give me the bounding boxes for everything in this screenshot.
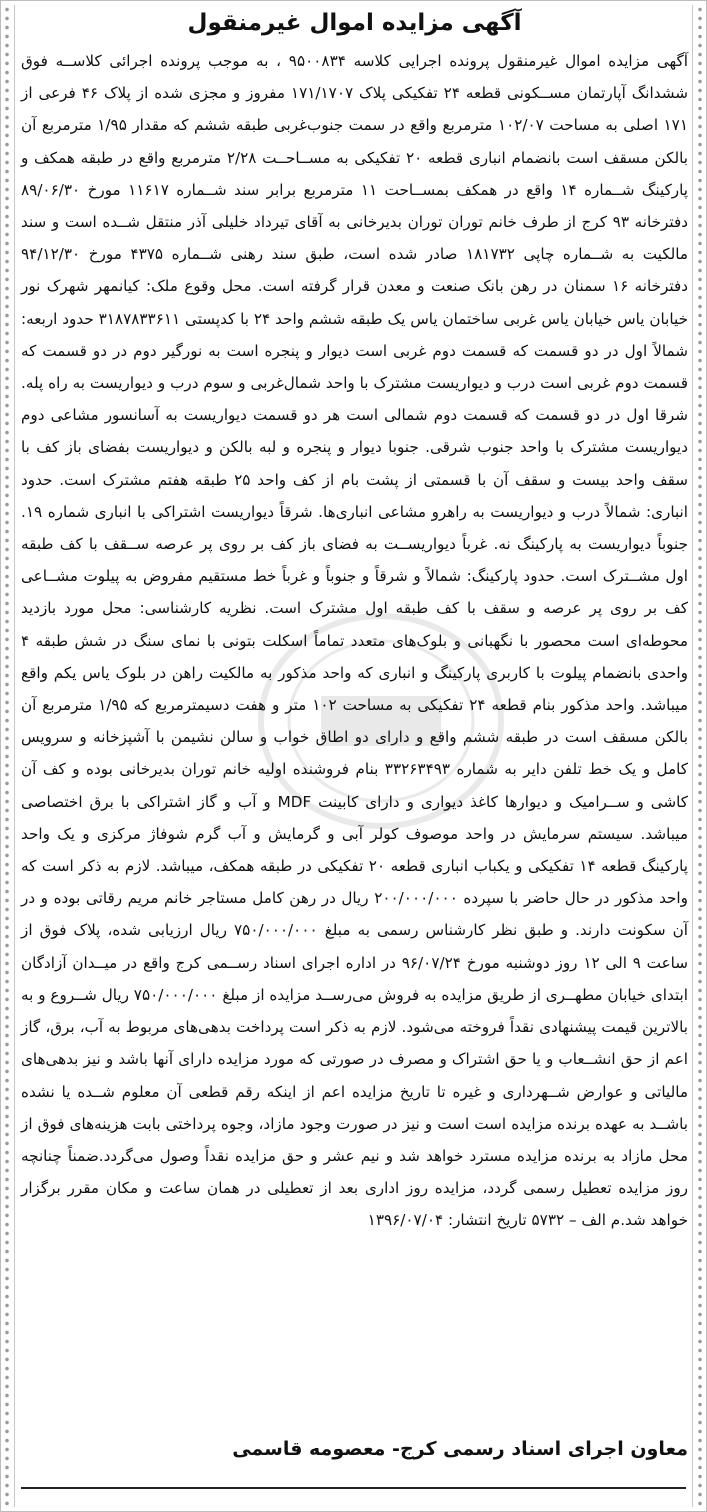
auction-notice: [21, 5, 688, 1237]
bottom-divider: [21, 1487, 686, 1489]
notice-signature: معاون اجرای اسناد رسمی کرج- معصومه قاسمی: [232, 1438, 688, 1460]
border-line-left: [14, 5, 15, 1507]
notice-body: آگهی مزایده اموال غیرمنقول پرونده اجرایی کلاسه ۹۵۰۰۸۳۴ ، به موجب پرونده اجرائی کلاســه فوق ششدانگ آپارتمان مســکونی قطعه ۲۴ تفکیکی پلاک ۱۷۱/۱۷۰۷ مفروز و مجزی شده از پلاک ۴۶ فرعی از ۱۷۱ اصلی به مساحت ۱۰۲/۰۷ مترمربع واقع در سمت جنوب‌غربی طبقه ششم که مقدار ۱/۹۵ مترمربع آن بالکن مسقف است بانضمام انباری قطعه ۲۰ تفکیکی به مســاحــت ۲/۲۸ مترمربع واقع در طبقه همکف و پارکینگ شــماره ۱۴ واقع در همکف بمســاحت ۱۱ مترمربع برابر سند شــماره ۱۱۶۱۷ مورخ ۸۹/۰۶/۳۰ دفترخانه ۹۳ کرج از طرف خانم توران توران بدیرخانی به آقای تیرداد خلیلی آذر منتقل شــده است و سند مالکیت به شــماره چاپی ۱۸۱۷۳۲ صادر شده است، طبق سند رهنی شــماره ۴۳۷۵ مورخ ۹۴/۱۲/۳۰ دفترخانه ۱۶ سمنان در رهن بانک صنعت و معدن قرار گرفته است. محل وقوع ملک: کیانمهر شهرک نور خیابان یاس خیابان یاس غربی ساختمان یاس یک طبقه ششم واحد ۲۴ با کدپستی ۳۱۸۷۸۳۳۶۱۱ حدود اربعه: شمالاً اول در دو قسمت که قسمت دوم غربی است دیوار و پنجره است به نورگیر دوم در دو قسمت که قسمت دوم غربی است درب و دیواریست مشترک با واحد شمال‌غربی و سوم درب و دیواریست به راه پله. شرقا اول در دو قسمت که قسمت دوم شمالی است هر دو قسمت دیواریست به آسانسور مشاعی دوم دیواریست مشترک با واحد جنوب شرقی. جنوبا دیوار و پنجره و لبه بالکن و دیواریست بفضای باز کف با سقف واحد بیست و سقف آن با قسمتی از پشت بام از کف واحد ۲۵ طبقه هفتم مشترک است. حدود انباری: شمالاً درب و دیواریست به راهرو مشاعی انباری‌ها. شرقاً دیواریست اشتراکی با انباری شماره ۱۹. جنوباً دیواریست به پارکینگ نه. غرباً دیواریســت به فضای باز کف بر روی پر عرصه ســقف با کف طبقه اول مشــترک است. حدود پارکینگ: شمالاً و شرقاً و جنوباً و غرباً خط مستقیم مفروض به پیلوت مشــاعی کف بر روی پر عرصه و سقف با کف طبقه اول مشترک است. نظریه کارشناسی: محل مورد بازدید محوطه‌ای است محصور با نگهبانی و بلوک‌های متعدد تماماً اسکلت بتونی با نمای سنگ در شش طبقه ۴ واحدی بانضمام پیلوت با کاربری پارکینگ و انباری که واحد مذکور به مالکیت راهن در بلوک یاس یکم واقع میباشد. واحد مذکور بنام قطعه ۲۴ تفکیکی به مساحت ۱۰۲ متر و هفت دسیمترمربع که ۱/۹۵ مترمربع آن بالکن مسقف است در طبقه ششم واقع و دارای دو اطاق خواب و سالن نشیمن با آشپزخانه و سرویس کامل و یک خط تلفن دایر به شماره ۳۳۲۶۳۴۹۳ بنام فروشنده اولیه خانم توران بدیرخانی بوده و کف آن کاشی و ســرامیک و دیوارها کاغذ دیواری و دارای کابینت MDF و آب و گاز اشتراکی با برق اختصاصی میباشد. سیستم سرمایش در واحد موصوف کولر آبی و گرمایش و آب گرم شوفاژ مرکزی و یک واحد پارکینگ قطعه ۱۴ تفکیکی و یکباب انباری قطعه ۲۰ تفکیکی در طبقه همکف، میباشد. لازم به ذکر است که واحد مذکور در حال حاضر با سپرده ۲۰۰/۰۰۰/۰۰۰ ریال در رهن کامل مستاجر خانم مریم رقاتی بوده و در آن سکونت دارند. و طبق نظر کارشناس رسمی به مبلغ ۷۵۰/۰۰۰/۰۰۰ ریال ارزیابی شده، پلاک فوق از ساعت ۹ الی ۱۲ روز دوشنبه مورخ ۹۶/۰۷/۲۴ در اداره اجرای اسناد رســمی کرج واقع در میــدان آزادگان ابتدای خیابان مطهــری از طریق مزایده به فروش می‌رســد مزایده از مبلغ ۷۵۰/۰۰۰/۰۰۰ ریال شــروع و به بالاترین قیمت پیشنهادی نقداً فروخته می‌شود. لازم به ذکر است پرداخت بدهی‌های مربوط به آب، برق، گاز اعم از حق انشــعاب و یا حق اشتراک و مصرف در صورتی که مورد مزایده دارای آنها باشد و نیز بدهی‌های مالیاتی و عوارض شــهرداری و غیره تا تاریخ مزایده اعم از اینکه رقم قطعی آن معلوم شــده یا نشده باشــد به عهده برنده مزایده است است و نیز در صورت وجود مازاد، وجوه پرداختی بابت هزینه‌های فوق از محل مازاد به برنده مزایده مسترد خواهد شد و نیم عشر و حق مزایده نقداً وصول می‌گردد.ضمناً چنانچه روز مزایده تعطیل رسمی گردد، مزایده روز اداری بعد از تعطیلی در همان ساعت و مکان مقرر برگزار خواهد شد.م الف – ۵۷۳۲ تاریخ انتشار: ۱۳۹۶/۰۷/۰۴: [21, 52, 689, 1230]
dotted-border-left: [3, 5, 11, 1507]
notice-title: آگهی مزایده اموال غیرمنقول: [187, 10, 522, 36]
dotted-border-right: [696, 5, 704, 1507]
border-line-right: [692, 5, 693, 1507]
